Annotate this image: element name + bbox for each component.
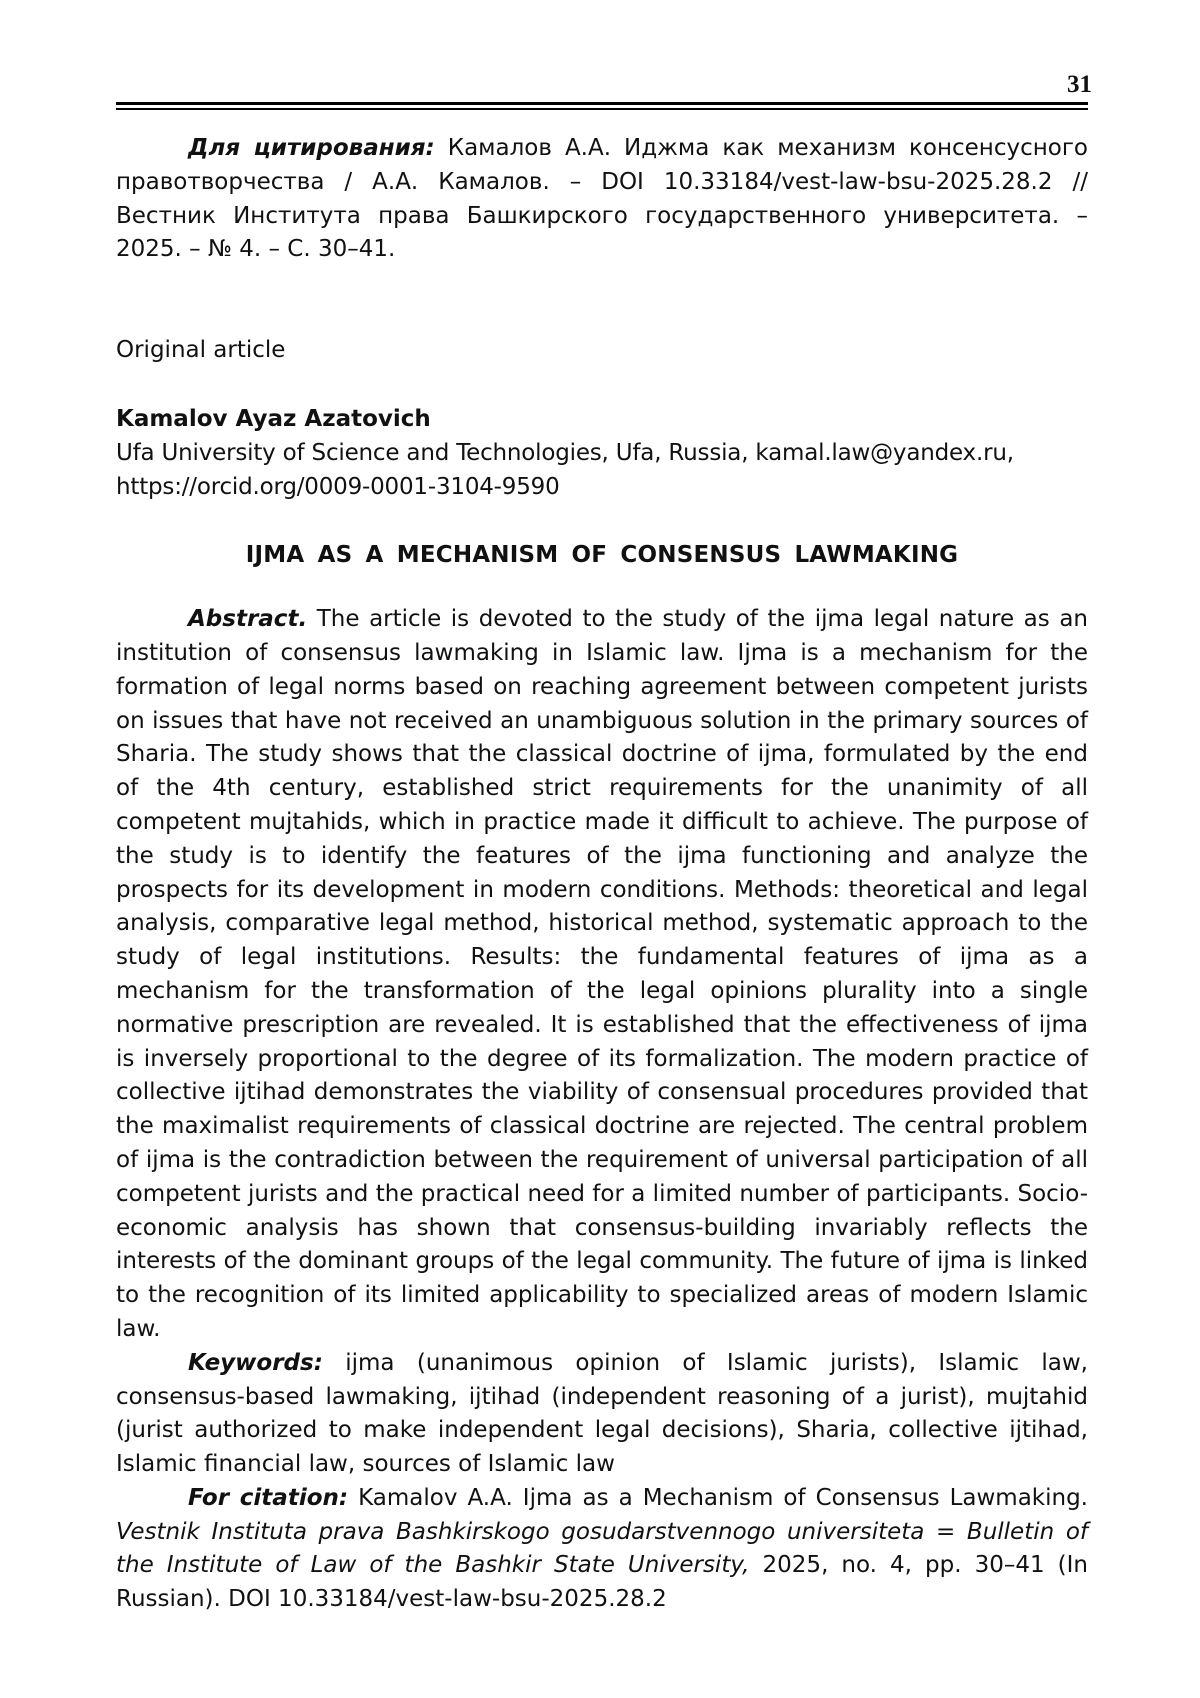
author-affiliation: Ufa University of Science and Technologies, Ufa, Russia, kamal.law@yandex.ru, https://orcid.org/0009-0001-3104-9590 — [116, 439, 1014, 500]
header-rule-thin — [116, 108, 1088, 110]
english-citation-tail: 2025, no. 4, pp. 30–41 (In Russian). DOI 10.33184/vest-law-bsu-2025.28.2 — [116, 1552, 1088, 1613]
page-content — [116, 132, 1088, 1617]
russian-citation-text: Камалов А.А. Иджма как механизм консенсусного правотворчества / А.А. Камалов. – DOI 10.33184/vest-law-bsu-2025.28.2 // Вестник Института права Башкирского государственного университета. – 2025. – № 4. – С. 30–41. — [116, 135, 1088, 263]
keywords-label: Keywords: — [188, 1349, 323, 1376]
english-citation-label: For citation: — [188, 1484, 349, 1511]
russian-citation — [116, 132, 1088, 267]
english-citation — [116, 1482, 1088, 1617]
abstract-text: The article is devoted to the study of the ijma legal nature as an institution of consensus lawmaking in Islamic law. Ijma is a mechanism for the formation of legal norms based on reaching agreement between competent jurists on issues that have not received an unambiguous solution in the primary sources of Sharia. The study shows that the classical doctrine of ijma, formulated by the end of the 4th century, established strict requirements for the unanimity of all competent mujtahids, which in practice made it difficult to achieve. The purpose of the study is to identify the features of the ijma functioning and analyze the prospects for its development in modern conditions. Methods: theoretical and legal analysis, comparative legal method, historical method, systematic approach to the study of legal institutions. Results: the fundamental features of ijma as a mechanism for the transformation of the legal opinions plurality into a single normative prescription are revealed. It is established that the effectiveness of ijma is inversely proportional to the degree of its formalization. The modern practice of collective ijtihad demonstrates the viability of consensual procedures provided that the maximalist requirements of classical doctrine are rejected. The central problem of ijma is the contradiction between the requirement of universal participation of all competent jurists and the practical need for a limited number of participants. Socio-economic analysis has shown that consensus-building invariably reflects the interests of the dominant groups of the legal community. The future of ijma is linked to the recognition of its limited applicability to specialized areas of modern Islamic law. — [116, 606, 1088, 1342]
english-citation-lead: Kamalov A.A. Ijma as a Mechanism of Consensus Lawmaking. — [348, 1484, 1088, 1511]
author-name: Kamalov Ayaz Azatovich — [116, 405, 431, 432]
article-type: Original article — [116, 337, 286, 364]
abstract — [116, 603, 1088, 1347]
english-citation-journal: Vestnik Instituta prava Bashkirskogo gosudarstvennogo universiteta = Bulletin of the Institute of Law of the Bashkir State University, — [116, 1518, 1088, 1579]
abstract-label: Abstract. — [188, 606, 308, 633]
keywords — [116, 1347, 1088, 1482]
page-number: 31 — [1067, 71, 1092, 98]
keywords-text: ijma (unanimous opinion of Islamic jurists), Islamic law, consensus-based lawmaking, ijtihad (independent reasoning of a jurist), mujtahid (jurist authorized to make independent legal decisions), Sharia, collective ijtihad, Islamic financial law, sources of Islamic law — [116, 1349, 1088, 1478]
russian-citation-label: Для цитирования: — [188, 135, 435, 161]
article-title: IJMA AS A MECHANISM OF CONSENSUS LAWMAKING — [245, 542, 959, 569]
header-rule-thick — [116, 102, 1088, 105]
